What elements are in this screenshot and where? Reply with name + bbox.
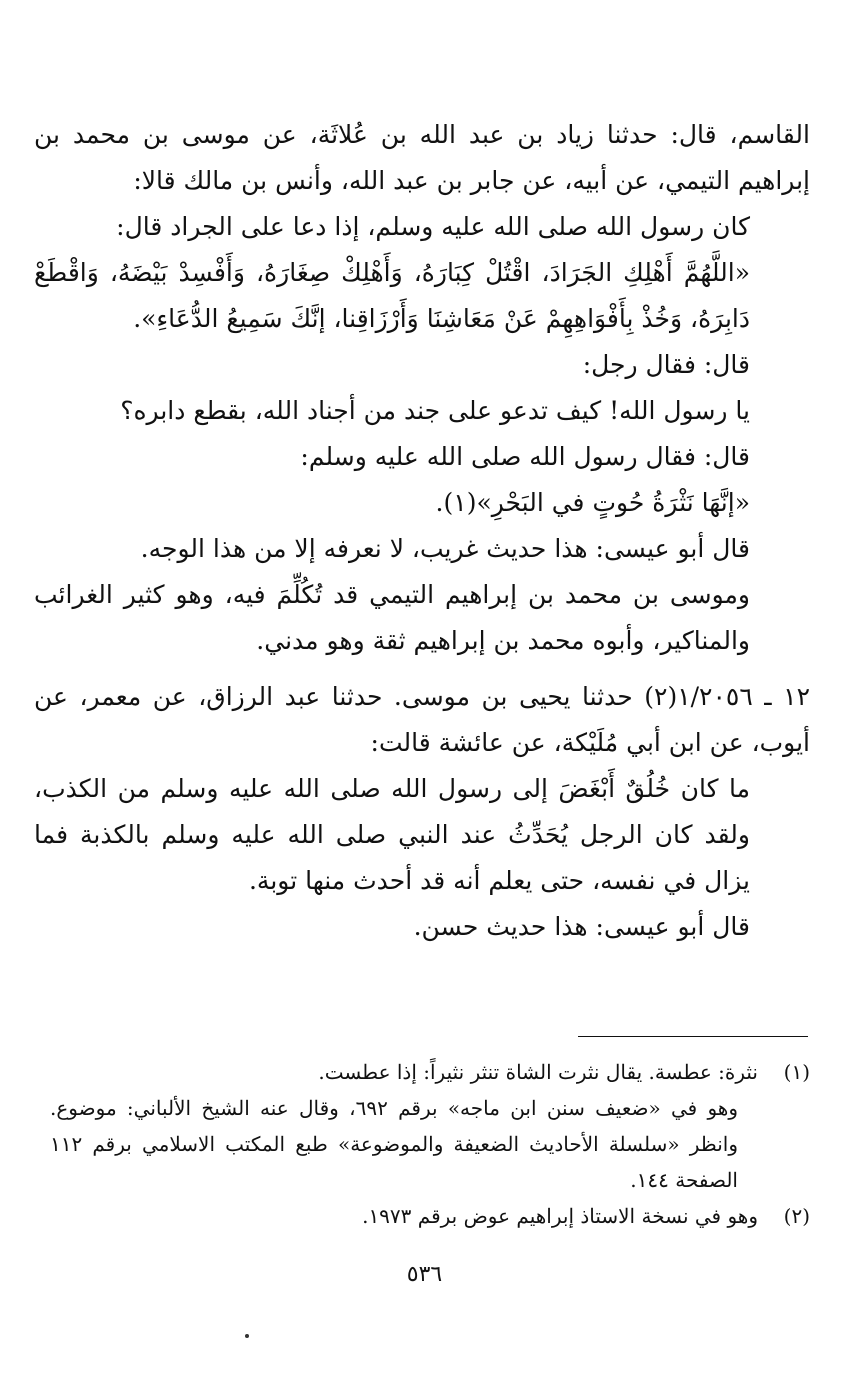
paragraph-grading-1: قال أبو عيسى: هذا حديث غريب، لا نعرفه إلا من هذا الوجه. — [140, 534, 750, 563]
paragraph-narration: كان رسول الله صلى الله عليه وسلم، إذا دعا على الجراد قال: — [116, 212, 750, 241]
paragraph-aisha: ما كان خُلُقٌ أَبْغَضَ إلى رسول الله صلى الله عليه وسلم من الكذب، ولقد كان الرجل يُحَدِّثُ عند النبي صلى الله عليه وسلم بالكذبة فما يزال في نفسه، حتى يعلم أنه قد أحدث منها توبة. — [34, 774, 750, 895]
paragraph-man-said: قال: فقال رجل: — [582, 350, 750, 379]
footnote-2 — [50, 1198, 810, 1234]
paragraph-isnad: القاسم، قال: حدثنا زياد بن عبد الله بن عُلاثَة، عن موسى بن محمد بن إبراهيم التيمي، عن أبيه، عن جابر بن عبد الله، وأنس بن مالك قالا: — [34, 120, 810, 195]
footnote-separator — [578, 1036, 808, 1037]
footnote-2-number: (٢) — [783, 1204, 810, 1228]
footnote-1-number: (١) — [783, 1060, 810, 1084]
paragraph-question: يا رسول الله! كيف تدعو على جند من أجناد الله، بقطع دابره؟ — [120, 396, 750, 425]
paragraph-answer: «إنَّهَا نَثْرَةُ حُوتٍ في البَحْرِ»(١). — [435, 488, 750, 517]
page-number: ٥٣٦ — [406, 1262, 443, 1287]
paragraph-comment: وموسى بن محمد بن إبراهيم التيمي قد تُكُلِّمَ فيه، وهو كثير الغرائب والمناكير، وأبوه محمد بن إبراهيم ثقة وهو مدني. — [34, 580, 750, 655]
footnote-1-text: نثرة: عطسة. يقال نثرت الشاة تنثر نثيراً: إذا عطست. — [318, 1060, 758, 1084]
footnote-1-continuation: وهو في «ضعيف سنن ابن ماجه» برقم ٦٩٢، وقال عنه الشيخ الألباني: موضوع. وانظر «سلسلة الأحاديث الضعيفة والموضوعة» طبع المكتب الاسلامي برقم ١١٢ الصفحة ١٤٤. — [50, 1096, 739, 1192]
paragraph-hadith-2056: ١٢ ـ ١/٢٠٥٦(٢) حدثنا يحيى بن موسى. حدثنا عبد الرزاق، عن معمر، عن أيوب، عن ابن أبي مُلَيْكة، عن عائشة قالت: — [34, 682, 810, 757]
paragraph-dua: «اللَّهُمَّ أَهْلِكِ الجَرَادَ، اقْتُلْ كِبَارَهُ، وَأَهْلِكْ صِغَارَهُ، وَأَفْسِدْ بَيْضَهُ، وَاقْطَعْ دَابِرَهُ، وَخُذْ بِأَفْوَاهِهِمْ عَنْ مَعَاشِنَا وَأَرْزَاقِنا، إنَّكَ سَمِيعُ الدُّعَاءِ». — [34, 258, 750, 333]
print-speck — [245, 1334, 249, 1338]
footnotes — [50, 1054, 810, 1234]
paragraph-prophet-said: قال: فقال رسول الله صلى الله عليه وسلم: — [300, 442, 750, 471]
footnote-2-text: وهو في نسخة الاستاذ إبراهيم عوض برقم ١٩٧٣. — [362, 1204, 758, 1228]
paragraph-grading-2: قال أبو عيسى: هذا حديث حسن. — [413, 912, 750, 941]
footnote-1 — [50, 1054, 810, 1090]
main-text — [34, 112, 810, 950]
